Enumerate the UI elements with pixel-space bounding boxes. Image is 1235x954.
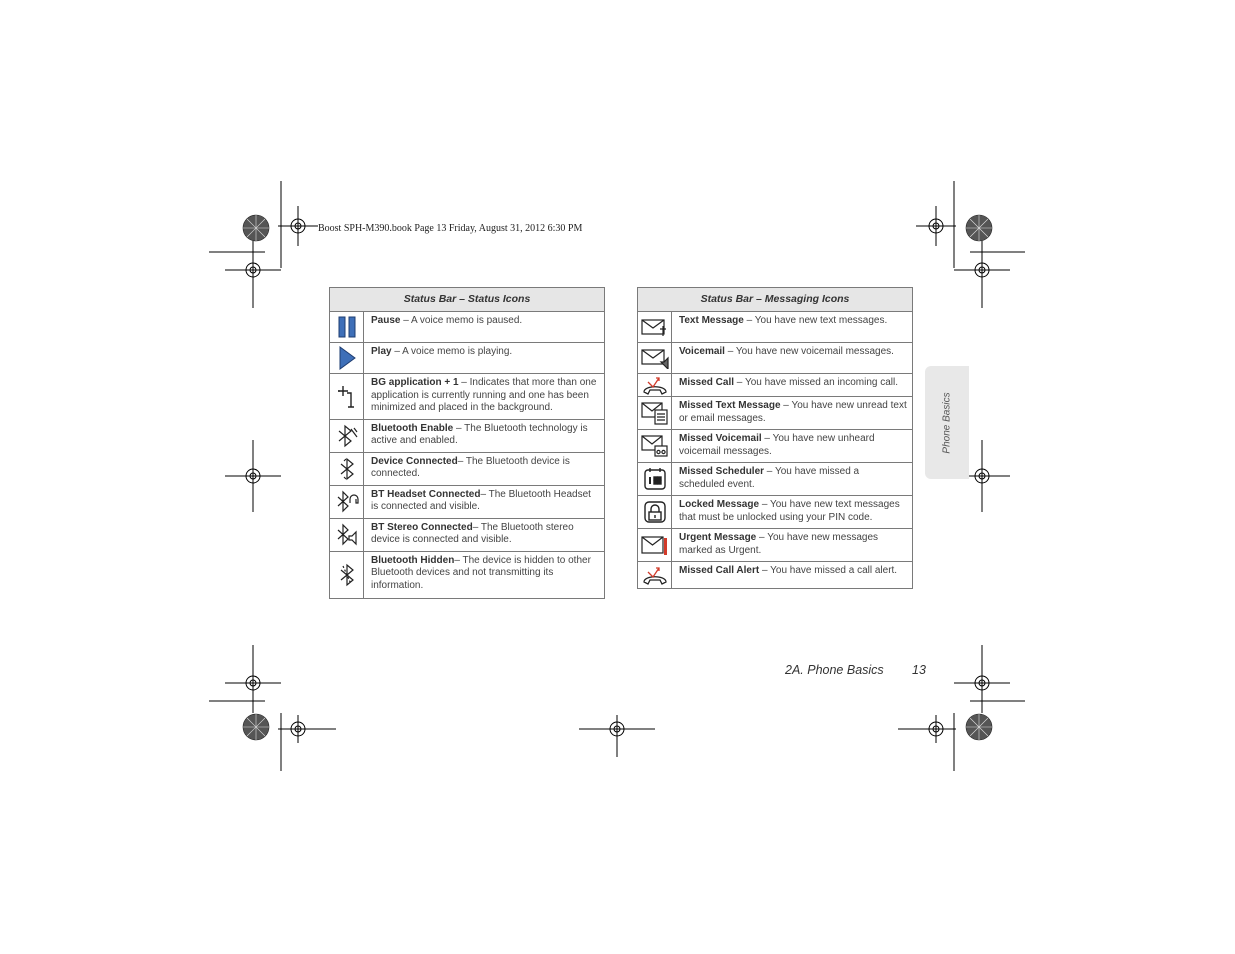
table-row: [638, 397, 913, 430]
icon-name: Locked Message: [679, 499, 760, 510]
table-row: [638, 343, 913, 374]
play-icon: [330, 343, 364, 374]
table-row: [638, 463, 913, 496]
icon-name: Urgent Message: [679, 532, 757, 543]
icon-description: – The Bluetooth Headset is connected and visible.: [371, 488, 591, 512]
bluetooth-enable-icon: [330, 419, 364, 452]
icon-description: – You have new text messages that must be unlocked using your PIN code.: [679, 499, 900, 523]
table-row: [330, 312, 605, 343]
icon-name: Bluetooth Enable: [371, 422, 454, 434]
icon-description: – You have new voicemail messages.: [724, 346, 894, 357]
table-row: [330, 518, 605, 551]
missed-call-alert-icon: [638, 562, 672, 589]
table-row: [638, 430, 913, 463]
icon-description: – Indicates that more than one application is currently running and one has been minimized and placed in the background.: [371, 377, 597, 413]
icon-name: Pause: [371, 315, 401, 326]
bluetooth-hidden-icon: [330, 551, 364, 599]
missed-call-icon: [638, 374, 672, 397]
section-tab: [925, 366, 969, 479]
table-row: [330, 419, 605, 452]
table-row: [638, 496, 913, 529]
icon-description: – You have new messages marked as Urgent.: [679, 532, 879, 556]
icon-name: BG application + 1: [371, 377, 459, 388]
table-row: [330, 374, 605, 420]
bt-stereo-icon: [330, 518, 364, 551]
missed-scheduler-icon: [638, 463, 672, 496]
icon-description: – You have missed a call alert.: [759, 565, 898, 576]
table-title: Status Bar – Messaging Icons: [638, 288, 913, 312]
icon-name: Missed Call: [679, 377, 735, 388]
icon-description: – The device is hidden to other Bluetooth devices and not transmitting its information.: [371, 554, 591, 591]
icon-description: – You have new text messages.: [743, 315, 888, 326]
table-row: [330, 452, 605, 485]
missed-text-message-icon: [638, 397, 672, 430]
pause-icon: [330, 312, 364, 343]
status-icons-table: [329, 287, 605, 599]
icon-description: – The Bluetooth stereo device is connected and visible.: [371, 521, 574, 545]
text-message-icon: [638, 312, 672, 343]
icon-name: BT Stereo Connected: [371, 521, 473, 533]
missed-voicemail-icon: [638, 430, 672, 463]
table-title: Status Bar – Status Icons: [330, 288, 605, 312]
icon-name: Missed Text Message: [679, 400, 781, 411]
icon-description: – You have new unheard voicemail messages.: [679, 433, 875, 457]
footer-section-title: 2A. Phone Basics: [785, 663, 884, 677]
icon-name: Missed Voicemail: [679, 433, 762, 444]
icon-description: – The Bluetooth device is connected.: [371, 455, 570, 479]
table-row: [638, 562, 913, 589]
page-number: 13: [912, 663, 926, 677]
icon-name: Play: [371, 346, 392, 357]
icon-description: – The Bluetooth technology is active and enabled.: [371, 422, 588, 446]
table-row: [330, 343, 605, 374]
book-header: Boost SPH-M390.book Page 13 Friday, August 31, 2012 6:30 PM: [318, 223, 583, 234]
icon-description: – You have missed an incoming call.: [734, 377, 899, 388]
locked-message-icon: [638, 496, 672, 529]
bt-headset-icon: [330, 485, 364, 518]
table-row: [330, 551, 605, 599]
icon-name: Bluetooth Hidden: [371, 554, 455, 566]
messaging-icons-table: [637, 287, 913, 589]
icon-name: Missed Scheduler: [679, 466, 765, 477]
icon-name: Missed Call Alert: [679, 565, 760, 576]
table-row: [638, 529, 913, 562]
icon-name: Voicemail: [679, 346, 725, 357]
voicemail-icon: [638, 343, 672, 374]
icon-description: – A voice memo is paused.: [400, 315, 523, 326]
icon-description: – A voice memo is playing.: [391, 346, 513, 357]
table-row: [330, 485, 605, 518]
bg-application-icon: [330, 374, 364, 420]
section-tab-label: Phone Basics: [941, 391, 953, 454]
icon-description: – You have missed a scheduled event.: [679, 466, 860, 490]
urgent-message-icon: [638, 529, 672, 562]
icon-description: – You have new unread text or email messages.: [679, 400, 907, 424]
icon-name: Device Connected: [371, 455, 458, 467]
table-row: [638, 312, 913, 343]
icon-name: BT Headset Connected: [371, 488, 481, 500]
icon-name: Text Message: [679, 315, 744, 326]
table-row: [638, 374, 913, 397]
device-connected-icon: [330, 452, 364, 485]
